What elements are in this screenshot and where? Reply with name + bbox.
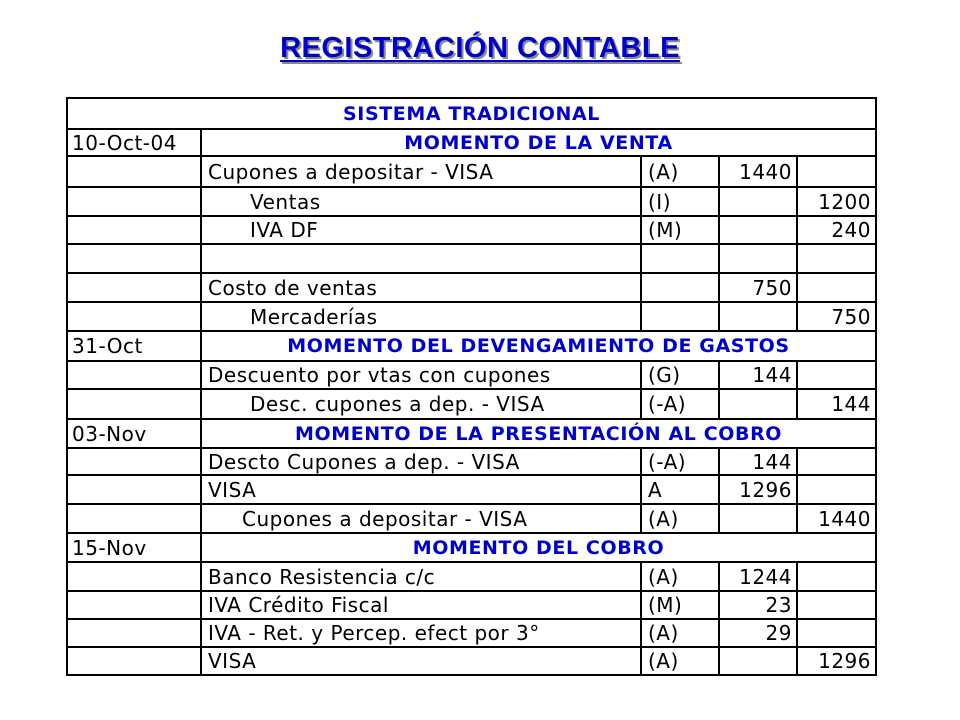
column-divider [640,302,642,331]
column-divider [200,448,202,475]
account-code [648,278,716,300]
row-divider [68,447,875,449]
row-divider [68,532,875,534]
row-divider [68,618,875,620]
account-code: (A) [648,621,679,645]
row-divider [68,330,875,332]
row-divider [68,215,875,217]
row-divider [68,590,875,592]
row-divider [68,474,875,476]
debit-amount: 144 [752,450,792,474]
account-code: (A) [648,565,679,589]
account-code: (M) [648,218,683,242]
debit-amount [720,220,792,242]
column-divider [640,273,642,302]
column-divider [640,475,642,504]
column-divider [200,591,202,619]
credit-amount: 750 [831,305,871,329]
debit-amount: 29 [765,621,792,645]
account-code [648,307,716,329]
debit-amount [720,307,792,329]
credit-amount [798,365,871,387]
column-divider [640,156,642,187]
column-divider [200,302,202,331]
column-divider [200,562,202,591]
credit-amount [798,452,871,474]
row-divider [68,301,875,303]
account-code: (A) [648,649,679,673]
section-header: MOMENTO DEL COBRO [412,537,665,559]
account-code [648,249,716,271]
row-divider [68,128,875,130]
column-divider [640,619,642,647]
section-header: MOMENTO DE LA PRESENTACIÓN AL COBRO [294,423,783,445]
column-divider [200,647,202,674]
column-divider [200,389,202,419]
account-name: Ventas [250,190,321,214]
account-name: Cupones a depositar - VISA [242,507,528,531]
column-divider [640,216,642,244]
credit-amount [798,567,871,589]
column-divider [640,448,642,475]
credit-amount: 144 [831,392,871,416]
account-name: Desc. cupones a dep. - VISA [250,392,545,416]
account-name: Descuento por vtas con cupones [208,363,551,387]
row-divider [68,360,875,362]
debit-amount: 750 [752,276,792,300]
debit-amount: 144 [752,363,792,387]
column-divider [200,504,202,533]
credit-amount [798,249,871,271]
row-divider [68,272,875,274]
ledger-table [66,97,877,676]
row-divider [68,646,875,648]
account-code: (-A) [648,450,687,474]
entry-date: 03-Nov [72,422,147,446]
account-code: (G) [648,363,681,387]
credit-amount: 1296 [818,649,871,673]
account-name: Costo de ventas [208,276,378,300]
column-divider [640,361,642,389]
credit-amount [798,595,871,617]
column-divider [640,591,642,619]
debit-amount: 1296 [739,478,792,502]
account-name: IVA - Ret. y Percep. efect por 3° [208,621,540,645]
account-name: Cupones a depositar - VISA [208,160,494,184]
section-header: MOMENTO DEL DEVENGAMIENTO DE GASTOS [287,335,790,357]
account-name: VISA [208,649,257,673]
column-divider [640,647,642,674]
account-code: (A) [648,160,679,184]
credit-amount [798,623,871,645]
account-name: VISA [208,478,257,502]
column-divider [640,389,642,419]
column-divider [640,187,642,216]
entry-date: 15-Nov [72,536,147,560]
account-code: (M) [648,593,683,617]
debit-amount [720,509,792,531]
column-divider [640,504,642,533]
debit-amount: 1244 [739,565,792,589]
account-name: Banco Resistencia c/c [208,565,436,589]
account-code: A [648,478,663,502]
column-divider [200,273,202,302]
entry-date: 10-Oct-04 [72,131,177,155]
row-divider [68,503,875,505]
column-divider [200,216,202,244]
account-name: Descto Cupones a dep. - VISA [208,450,520,474]
row-divider [68,243,875,245]
account-name: Mercaderías [250,305,378,329]
debit-amount [720,192,792,214]
system-header: SISTEMA TRADICIONAL [342,103,601,125]
credit-amount: 1200 [818,190,871,214]
credit-amount [798,480,871,502]
account-code: (-A) [648,392,687,416]
credit-amount [798,278,871,300]
debit-amount [720,394,792,416]
account-name: IVA Crédito Fiscal [208,593,389,617]
account-code: (A) [648,507,679,531]
page-title: REGISTRACIÓN CONTABLE [280,32,680,64]
column-divider [640,244,642,273]
column-divider [200,619,202,647]
debit-amount: 23 [765,593,792,617]
credit-amount [798,162,871,184]
column-divider [200,156,202,187]
column-divider [640,562,642,591]
row-divider [68,388,875,390]
account-name [208,249,638,271]
account-code: (I) [648,190,672,214]
column-divider [200,244,202,273]
credit-amount: 240 [831,218,871,242]
row-divider [68,186,875,188]
debit-amount: 1440 [739,160,792,184]
row-divider [68,561,875,563]
debit-amount [720,651,792,673]
column-divider [200,475,202,504]
debit-amount [720,249,792,271]
column-divider [200,187,202,216]
section-header: MOMENTO DE LA VENTA [404,132,673,154]
column-divider [200,361,202,389]
entry-date: 31-Oct [72,334,143,358]
credit-amount: 1440 [818,507,871,531]
row-divider [68,418,875,420]
account-name: IVA DF [250,218,319,242]
